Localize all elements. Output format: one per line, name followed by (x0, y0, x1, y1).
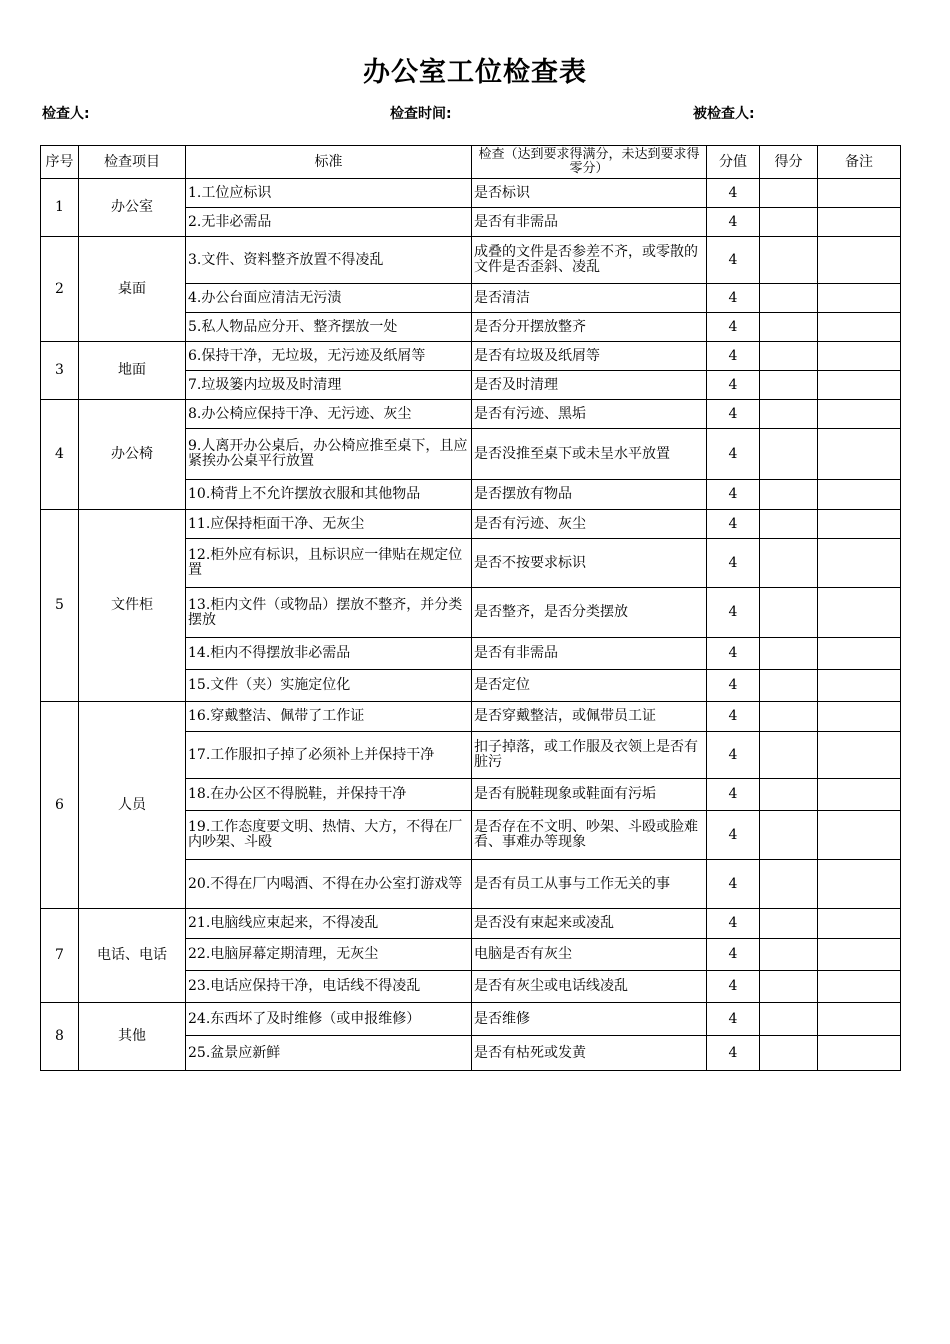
score-cell (760, 702, 818, 732)
standard-cell: 11.应保持柜面干净、无灰尘 (186, 510, 472, 539)
table-row (41, 342, 901, 371)
score-cell (760, 429, 818, 480)
score-cell (760, 1003, 818, 1036)
standard-cell: 10.椅背上不允许摆放衣服和其他物品 (186, 480, 472, 510)
col-item: 检查项目 (79, 146, 186, 179)
value-cell: 4 (707, 670, 760, 702)
check-cell: 是否有污迹、灰尘 (472, 510, 707, 539)
remark-cell (818, 179, 901, 208)
value-cell: 4 (707, 208, 760, 237)
standard-cell: 8.办公椅应保持干净、无污迹、灰尘 (186, 400, 472, 429)
remark-cell (818, 779, 901, 811)
seq-cell: 4 (41, 400, 79, 510)
table-row (41, 702, 901, 732)
check-cell: 是否有垃圾及纸屑等 (472, 342, 707, 371)
value-cell: 4 (707, 732, 760, 779)
standard-cell: 12.柜外应有标识，且标识应一律贴在规定位置 (186, 539, 472, 588)
remark-cell (818, 702, 901, 732)
item-cell: 办公椅 (79, 400, 186, 510)
seq-cell: 6 (41, 702, 79, 909)
value-cell: 4 (707, 510, 760, 539)
check-cell: 是否没有束起来或凌乱 (472, 909, 707, 939)
score-cell (760, 480, 818, 510)
score-cell (760, 939, 818, 971)
item-cell: 桌面 (79, 237, 186, 342)
standard-cell: 4.办公台面应清洁无污渍 (186, 284, 472, 313)
remark-cell (818, 237, 901, 284)
score-cell (760, 313, 818, 342)
standard-cell: 15.文件（夹）实施定位化 (186, 670, 472, 702)
item-cell: 其他 (79, 1003, 186, 1071)
value-cell: 4 (707, 779, 760, 811)
score-cell (760, 971, 818, 1003)
value-cell: 4 (707, 860, 760, 909)
score-cell (760, 811, 818, 860)
page-title: 办公室工位检查表 (363, 57, 587, 88)
remark-cell (818, 732, 901, 779)
value-cell: 4 (707, 1036, 760, 1071)
score-cell (760, 860, 818, 909)
check-cell: 是否有员工从事与工作无关的事 (472, 860, 707, 909)
seq-cell: 8 (41, 1003, 79, 1071)
remark-cell (818, 480, 901, 510)
value-cell: 4 (707, 400, 760, 429)
check-cell: 是否摆放有物品 (472, 480, 707, 510)
remark-cell (818, 909, 901, 939)
value-cell: 4 (707, 429, 760, 480)
remark-cell (818, 638, 901, 670)
seq-cell: 2 (41, 237, 79, 342)
value-cell: 4 (707, 939, 760, 971)
col-remark: 备注 (818, 146, 901, 179)
item-cell: 办公室 (79, 179, 186, 237)
table-row (41, 400, 901, 429)
remark-cell (818, 313, 901, 342)
score-cell (760, 284, 818, 313)
inspectee-label: 被检查人: (693, 106, 755, 122)
score-cell (760, 779, 818, 811)
col-check: 检查（达到要求得满分，未达到要求得零分） (472, 146, 707, 179)
check-cell: 是否维修 (472, 1003, 707, 1036)
value-cell: 4 (707, 909, 760, 939)
check-cell: 是否标识 (472, 179, 707, 208)
seq-cell: 1 (41, 179, 79, 237)
remark-cell (818, 811, 901, 860)
score-cell (760, 179, 818, 208)
standard-cell: 5.私人物品应分开、整齐摆放一处 (186, 313, 472, 342)
check-cell: 是否存在不文明、吵架、斗殴或脸难看、事难办等现象 (472, 811, 707, 860)
check-cell: 是否穿戴整洁，或佩带员工证 (472, 702, 707, 732)
remark-cell (818, 670, 901, 702)
standard-cell: 24.东西坏了及时维修（或申报维修） (186, 1003, 472, 1036)
remark-cell (818, 371, 901, 400)
table-row (41, 510, 901, 539)
check-cell: 是否清洁 (472, 284, 707, 313)
score-cell (760, 400, 818, 429)
score-cell (760, 208, 818, 237)
remark-cell (818, 510, 901, 539)
value-cell: 4 (707, 1003, 760, 1036)
check-cell: 是否有枯死或发黄 (472, 1036, 707, 1071)
value-cell: 4 (707, 588, 760, 638)
table-row (41, 909, 901, 939)
col-standard: 标准 (186, 146, 472, 179)
score-cell (760, 342, 818, 371)
standard-cell: 9.人离开办公桌后，办公椅应推至桌下，且应紧挨办公桌平行放置 (186, 429, 472, 480)
value-cell: 4 (707, 638, 760, 670)
value-cell: 4 (707, 702, 760, 732)
inspector-label: 检查人: (42, 106, 90, 122)
standard-cell: 13.柜内文件（或物品）摆放不整齐，并分类摆放 (186, 588, 472, 638)
seq-cell: 7 (41, 909, 79, 1003)
inspection-time-label: 检查时间: (390, 106, 452, 122)
remark-cell (818, 939, 901, 971)
check-cell: 扣子掉落，或工作服及衣领上是否有脏污 (472, 732, 707, 779)
check-cell: 是否不按要求标识 (472, 539, 707, 588)
standard-cell: 6.保持干净，无垃圾，无污迹及纸屑等 (186, 342, 472, 371)
standard-cell: 3.文件、资料整齐放置不得凌乱 (186, 237, 472, 284)
score-cell (760, 638, 818, 670)
remark-cell (818, 429, 901, 480)
check-cell: 成叠的文件是否参差不齐，或零散的文件是否歪斜、凌乱 (472, 237, 707, 284)
item-cell: 电话、电话 (79, 909, 186, 1003)
check-cell: 是否分开摆放整齐 (472, 313, 707, 342)
standard-cell: 18.在办公区不得脱鞋，并保持干净 (186, 779, 472, 811)
value-cell: 4 (707, 811, 760, 860)
item-cell: 文件柜 (79, 510, 186, 702)
remark-cell (818, 1036, 901, 1071)
value-cell: 4 (707, 342, 760, 371)
check-cell: 是否有污迹、黑垢 (472, 400, 707, 429)
remark-cell (818, 971, 901, 1003)
check-cell: 电脑是否有灰尘 (472, 939, 707, 971)
check-cell: 是否有非需品 (472, 638, 707, 670)
check-cell: 是否有非需品 (472, 208, 707, 237)
value-cell: 4 (707, 284, 760, 313)
remark-cell (818, 342, 901, 371)
standard-cell: 21.电脑线应束起来，不得凌乱 (186, 909, 472, 939)
score-cell (760, 588, 818, 638)
remark-cell (818, 588, 901, 638)
standard-cell: 16.穿戴整洁、佩带了工作证 (186, 702, 472, 732)
score-cell (760, 909, 818, 939)
check-cell: 是否及时清理 (472, 371, 707, 400)
standard-cell: 22.电脑屏幕定期清理，无灰尘 (186, 939, 472, 971)
col-seq: 序号 (41, 146, 79, 179)
table-header-row (41, 146, 901, 179)
standard-cell: 19.工作态度要文明、热情、大方，不得在厂内吵架、斗殴 (186, 811, 472, 860)
inspection-table (40, 145, 901, 1071)
value-cell: 4 (707, 971, 760, 1003)
score-cell (760, 510, 818, 539)
standard-cell: 7.垃圾篓内垃圾及时清理 (186, 371, 472, 400)
standard-cell: 17.工作服扣子掉了必须补上并保持干净 (186, 732, 472, 779)
check-cell: 是否没推至桌下或未呈水平放置 (472, 429, 707, 480)
value-cell: 4 (707, 539, 760, 588)
table-row (41, 179, 901, 208)
check-cell: 是否有脱鞋现象或鞋面有污垢 (472, 779, 707, 811)
score-cell (760, 732, 818, 779)
remark-cell (818, 208, 901, 237)
standard-cell: 20.不得在厂内喝酒、不得在办公室打游戏等 (186, 860, 472, 909)
seq-cell: 5 (41, 510, 79, 702)
col-value: 分值 (707, 146, 760, 179)
check-cell: 是否整齐，是否分类摆放 (472, 588, 707, 638)
table-row (41, 237, 901, 284)
value-cell: 4 (707, 179, 760, 208)
score-cell (760, 670, 818, 702)
score-cell (760, 539, 818, 588)
item-cell: 地面 (79, 342, 186, 400)
remark-cell (818, 284, 901, 313)
score-cell (760, 1036, 818, 1071)
score-cell (760, 237, 818, 284)
item-cell: 人员 (79, 702, 186, 909)
remark-cell (818, 1003, 901, 1036)
check-cell: 是否定位 (472, 670, 707, 702)
standard-cell: 1.工位应标识 (186, 179, 472, 208)
score-cell (760, 371, 818, 400)
table-body (41, 179, 901, 1071)
check-cell: 是否有灰尘或电话线凌乱 (472, 971, 707, 1003)
value-cell: 4 (707, 480, 760, 510)
col-score: 得分 (760, 146, 818, 179)
remark-cell (818, 539, 901, 588)
table-row (41, 1003, 901, 1036)
standard-cell: 25.盆景应新鲜 (186, 1036, 472, 1071)
standard-cell: 23.电话应保持干净，电话线不得凌乱 (186, 971, 472, 1003)
standard-cell: 2.无非必需品 (186, 208, 472, 237)
remark-cell (818, 860, 901, 909)
seq-cell: 3 (41, 342, 79, 400)
value-cell: 4 (707, 313, 760, 342)
remark-cell (818, 400, 901, 429)
value-cell: 4 (707, 371, 760, 400)
value-cell: 4 (707, 237, 760, 284)
standard-cell: 14.柜内不得摆放非必需品 (186, 638, 472, 670)
